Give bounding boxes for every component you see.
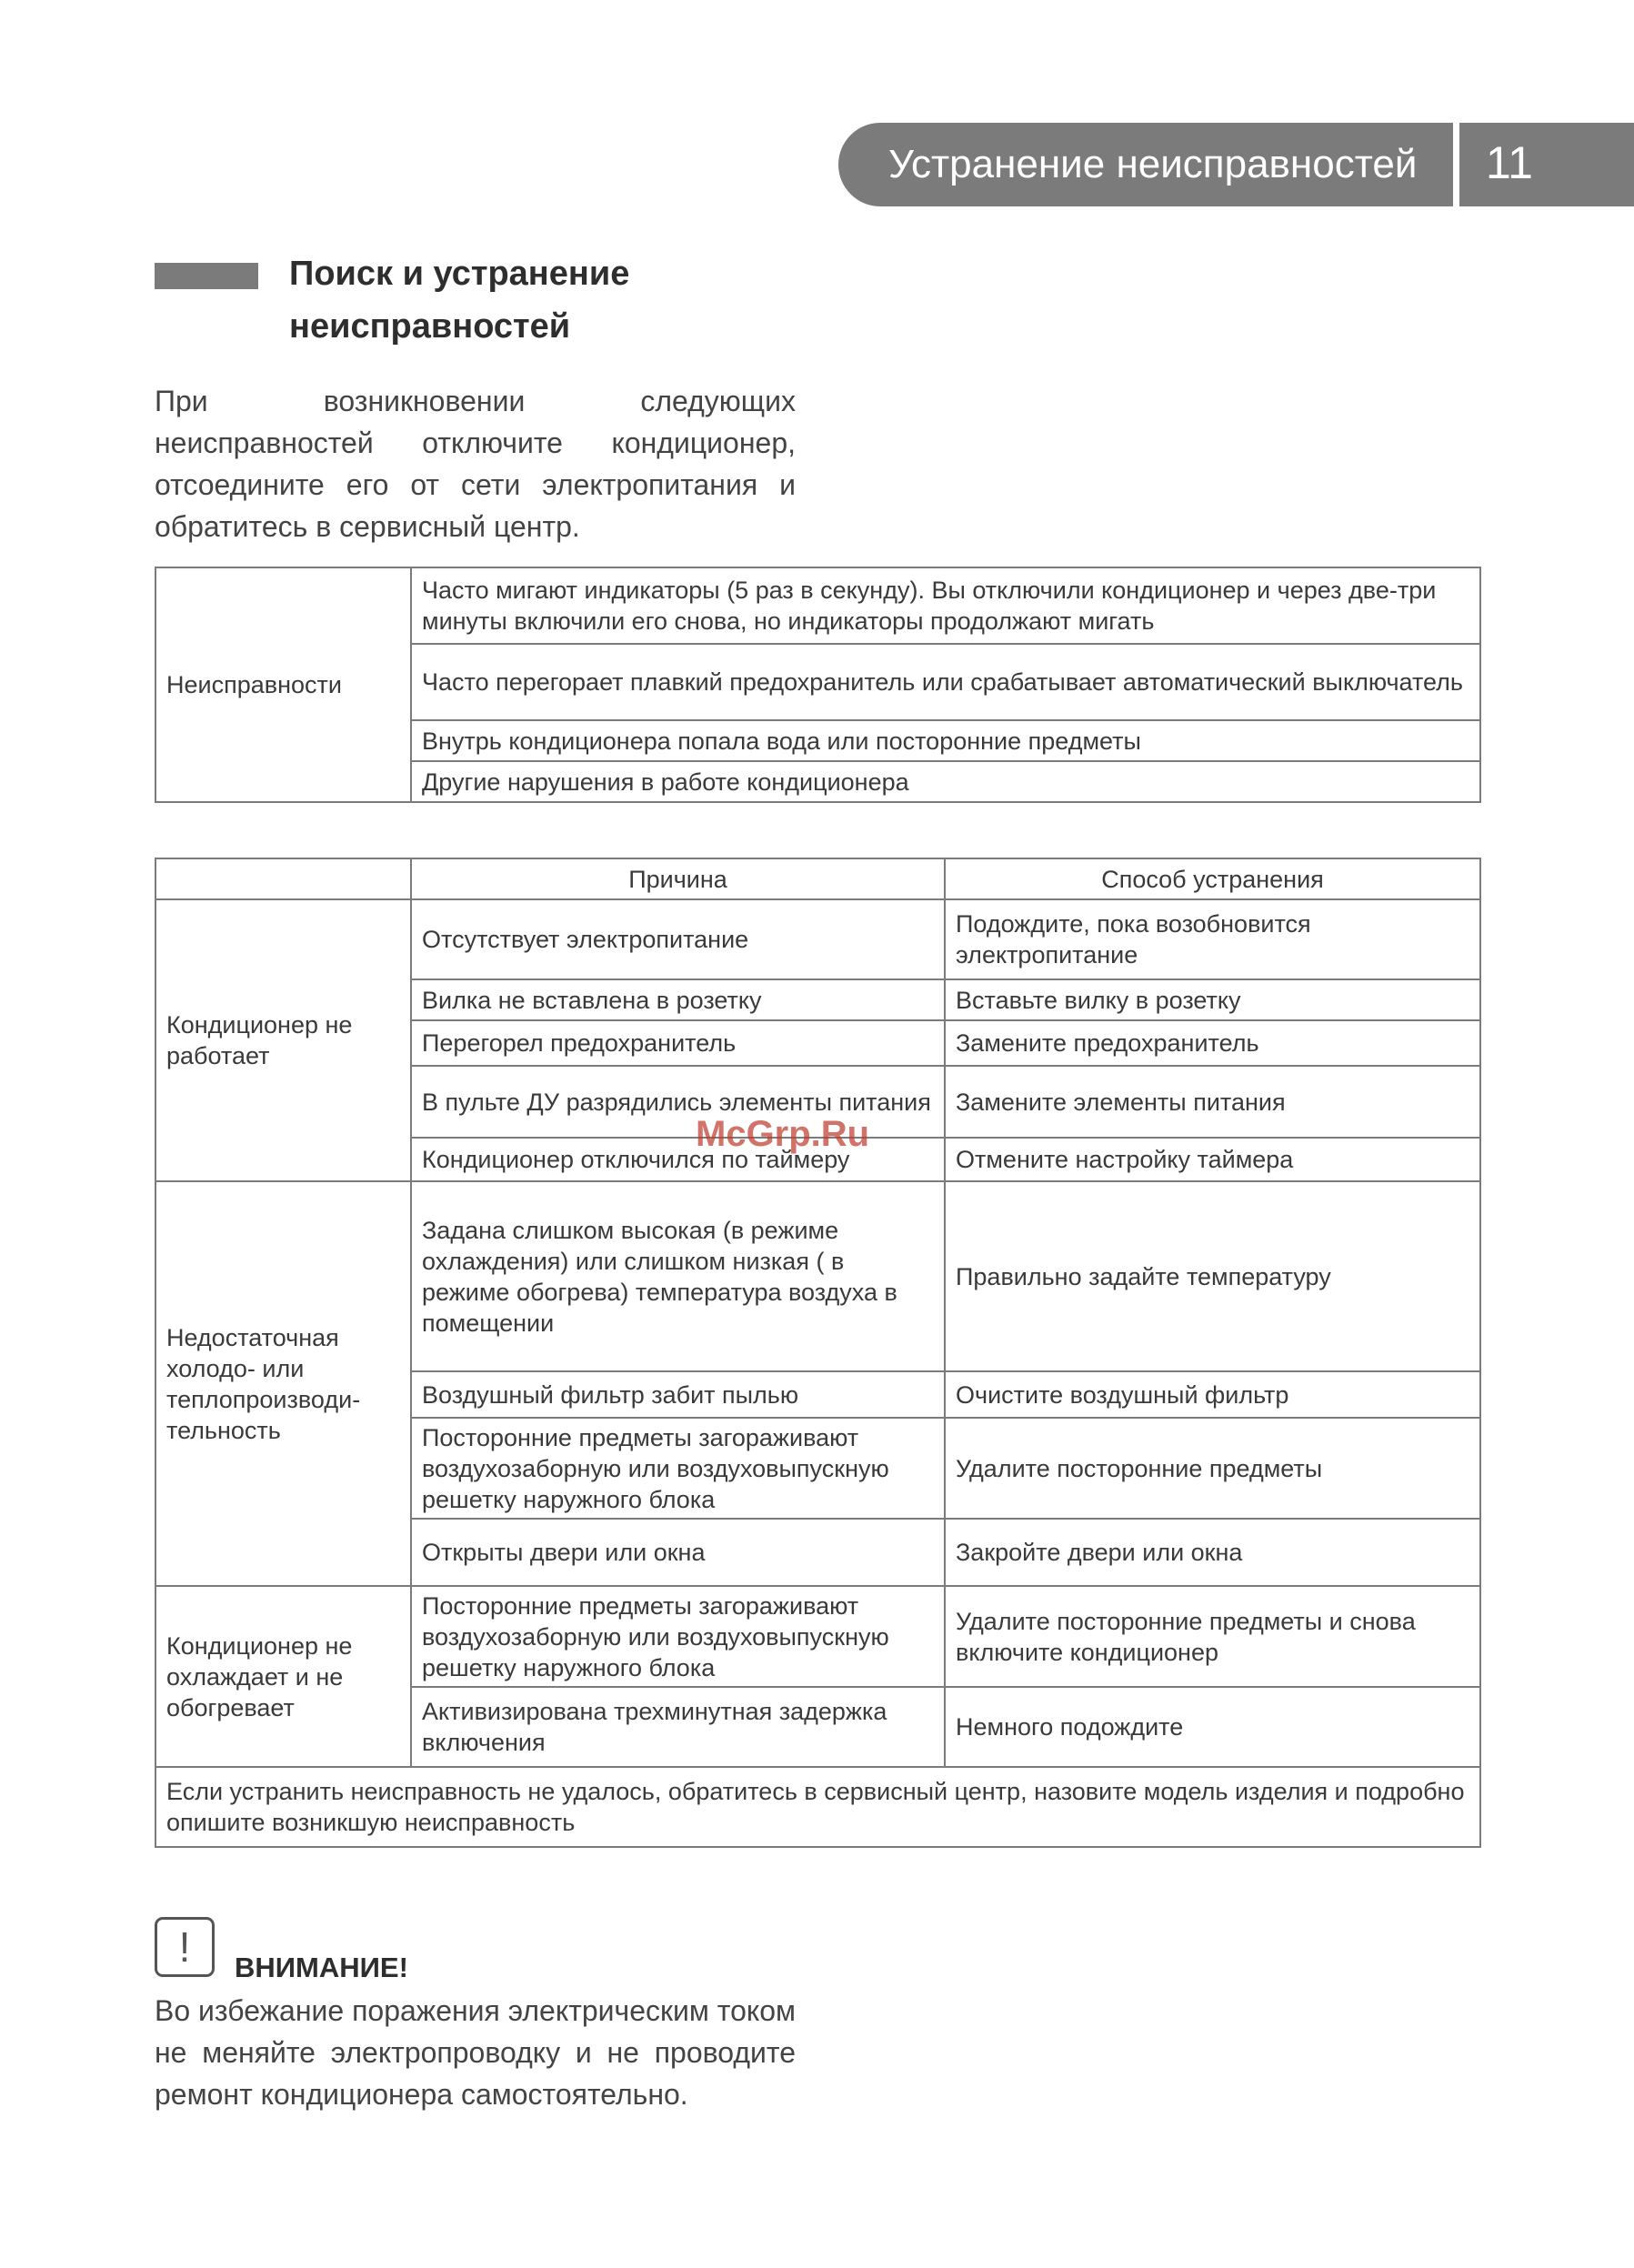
cause-cell: Перегорел предохранитель [411,1020,945,1066]
intro-paragraph: При возникновении следующих неисправностей отключите кондиционер, отсоедините его от сети электропитания и обратитесь в сервисный центр. [155,385,796,543]
section-marker-bar [155,263,258,289]
cause-cell: Вилка не вставлена в розетку [411,979,945,1020]
cause-cell: Кондиционер отключился по таймеру [411,1138,945,1181]
problem-cell: Недостаточная холодо- или теплопроизводи-тельность [155,1181,411,1586]
problem-cell: Кондиционер не работает [155,899,411,1181]
fault-item: Часто перегорает плавкий предохранитель или срабатывает автоматический выключатель [411,644,1480,720]
cause-cell: Посторонние предметы загораживают воздухозаборную или воздуховыпускную решетку наружного блока [411,1586,945,1687]
cause-cell: Посторонние предметы загораживают воздухозаборную или воздуховыпускную решетку наружного блока [411,1418,945,1519]
cause-cell: Открыты двери или окна [411,1519,945,1586]
table-footer-note: Если устранить неисправность не удалось, обратитесь в сервисный центр, назовите модель изделия и подробно опишите возникшую неисправность [155,1767,1480,1847]
fix-cell: Закройте двери или окна [945,1519,1480,1586]
problem-cell: Кондиционер не охлаждает и не обогревает [155,1586,411,1767]
fix-cell: Замените предохранитель [945,1020,1480,1066]
column-header-cause: Причина [411,858,945,899]
fix-cell: Правильно задайте температуру [945,1181,1480,1371]
section-title-line2: неисправностей [289,307,571,346]
cause-cell: Отсутствует электропитание [411,899,945,979]
cause-cell: Воздушный фильтр забит пылью [411,1371,945,1418]
fix-cell: Удалите посторонние предметы и снова включите кондиционер [945,1586,1480,1687]
cause-cell: Задана слишком высокая (в режиме охлаждения) или слишком низкая ( в режиме обогрева) температура воздуха в помещении [411,1181,945,1371]
warning-text: Во избежание поражения электрическим током не меняйте электропроводку и не проводите ремонт кондиционера самостоятельно. [155,1994,797,2111]
faults-table [155,567,1481,803]
header-empty-cell [155,858,411,899]
header-title: Устранение неисправностей [888,142,1418,186]
header-separator [1453,123,1459,206]
fix-cell: Удалите посторонние предметы [945,1418,1480,1519]
fault-item: Часто мигают индикаторы (5 раз в секунду). Вы отключили кондиционер и через две-три минуты включили его снова, но индикаторы продолжают мигать [411,567,1480,644]
section-header [838,123,1634,206]
fix-cell: Очистите воздушный фильтр [945,1371,1480,1418]
fix-cell: Вставьте вилку в розетку [945,979,1480,1020]
cause-cell: Активизирована трехминутная задержка включения [411,1687,945,1767]
fault-item: Внутрь кондиционера попала вода или посторонние предметы [411,720,1480,761]
warning-icon: ! [155,1917,215,1977]
section-title-line1: Поиск и устранение [289,255,630,293]
troubleshooting-table [155,858,1481,1848]
fix-cell: Подождите, пока возобновится электропитание [945,899,1480,979]
section-title [289,247,835,353]
page-number: 11 [1486,137,1533,188]
warning-title: ВНИМАНИЕ! [235,1952,408,1983]
fix-cell: Отмените настройку таймера [945,1138,1480,1181]
column-header-fix: Способ устранения [945,858,1480,899]
faults-label: Неисправности [155,567,411,802]
fix-cell: Немного подождите [945,1687,1480,1767]
fix-cell: Замените элементы питания [945,1066,1480,1138]
fault-item: Другие нарушения в работе кондиционера [411,761,1480,802]
cause-cell: В пульте ДУ разрядились элементы питания [411,1066,945,1138]
watermark: McGrp.Ru [696,1114,870,1154]
